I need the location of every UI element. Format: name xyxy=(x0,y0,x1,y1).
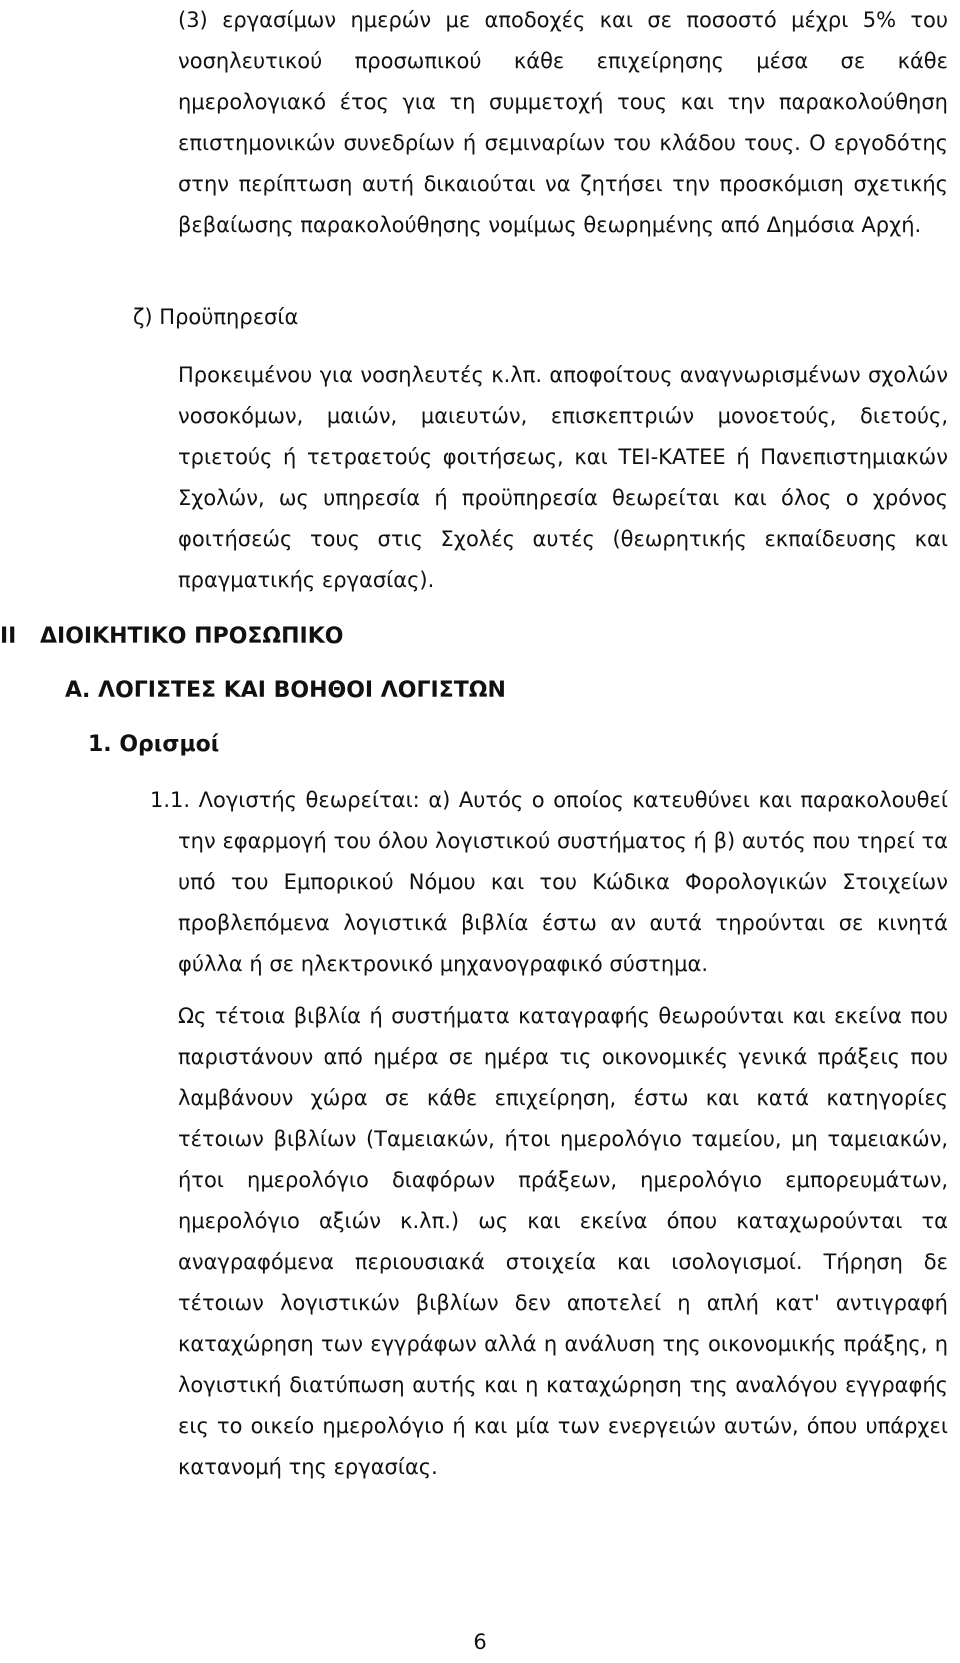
section-number: ΙΙ xyxy=(0,624,17,649)
zeta-body-paragraph: Προκειμένου για νοσηλευτές κ.λπ. αποφοίτους αναγνωρισμένων σχολών νοσοκόμων, μαιών, μαιευτών, επισκεπτριών μονοετούς, διετούς, τριετούς ή τετραετούς φοιτήσεως, και ΤΕΙ-ΚΑΤΕΕ ή Πανεπιστημιακών Σχολών, ως υπηρεσία ή προϋπηρεσία θεωρείται και όλος ο χρόνος φοιτήσεώς τους στις Σχολές αυτές (θεωρητικής εκπαίδευσης και πραγματικής εργασίας). xyxy=(178,363,948,592)
section-heading xyxy=(0,616,343,657)
definition-paragraph: 1.1. Λογιστής θεωρείται: α) Αυτός ο οποίος κατευθύνει και παρακολουθεί την εφαρμογή του όλου λογιστικού συστήματος ή β) αυτός που τηρεί τα υπό του Εμπορικού Νόμου και του Κώδικα Φορολογικών Στοιχείων προβλεπόμενα λογιστικά βιβλία έστω αν αυτά τηρούνται σε κινητά φύλλα ή σε ηλεκτρονικό μηχανογραφικό σύστημα. xyxy=(150,788,948,976)
intro-paragraph: (3) εργασίμων ημερών με αποδοχές και σε ποσοστό μέχρι 5% του νοσηλευτικού προσωπικού κάθε επιχείρησης μέσα σε κάθε ημερολογιακό έτος για τη συμμετοχή τους και την παρακολούθηση επιστημονικών συνεδρίων ή σεμιναρίων του κλάδου τους. Ο εργοδότης στην περίπτωση αυτή δικαιούται να ζητήσει την προσκόμιση σχετικής βεβαίωσης παρακολούθησης νομίμως θεωρημένης από Δημόσια Αρχή. xyxy=(178,8,948,237)
subsubsection-heading: 1. Ορισμοί xyxy=(88,732,220,757)
zeta-heading: ζ) Προϋπηρεσία xyxy=(133,305,299,329)
section-title: ΔΙΟΙΚΗΤΙΚΟ ΠΡΟΣΩΠΙΚΟ xyxy=(40,624,344,649)
books-paragraph: Ως τέτοια βιβλία ή συστήματα καταγραφής θεωρούνται και εκείνα που παριστάνουν από ημέρα σε ημέρα τις οικονομικές γενικά πράξεις που λαμβάνουν χώρα σε κάθε επιχείρηση, έστω και κατά κατηγορίες τέτοιων βιβλίων (Ταμειακών, ήτοι ημερολόγιο ταμείου, μη ταμειακών, ήτοι ημερολόγιο διαφόρων πράξεων, ημερολόγιο εμπορευμάτων, ημερολόγιο αξιών κ.λπ.) ως και εκείνα όπου καταχωρούνται τα αναγραφόμενα περιουσιακά στοιχεία και ισολογισμοί. Τήρηση δε τέτοιων λογιστικών βιβλίων δεν αποτελεί η απλή κατ' αντιγραφή καταχώρηση των εγγράφων αλλά η ανάλυση της οικονομικής πράξης, η λογιστική διατύπωση αυτής και η καταχώρηση της αναλόγου εγγραφής εις το οικείο ημερολόγιο ή και μία των ενεργειών αυτών, όπου υπάρχει κατανομή της εργασίας. xyxy=(178,1004,948,1479)
page-number: 6 xyxy=(473,1630,487,1654)
subsection-heading: Α. ΛΟΓΙΣΤΕΣ ΚΑΙ ΒΟΗΘΟΙ ΛΟΓΙΣΤΩΝ xyxy=(65,678,506,703)
